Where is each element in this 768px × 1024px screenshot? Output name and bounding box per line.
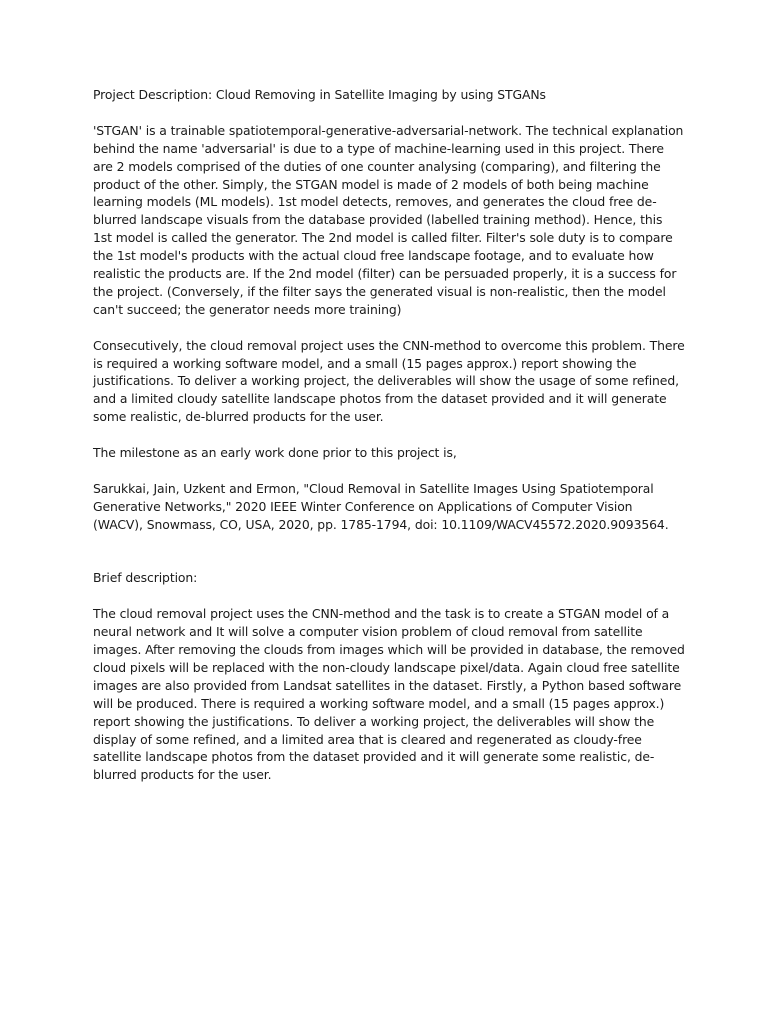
citation: Sarukkai, Jain, Uzkent and Ermon, "Cloud Removal in Satellite Images Using Spatiotemporal Generative Networks," 2020 IEEE Winter Conference on Applications of Computer Vision (WACV), Snowmass, CO, USA, 2020, pp. 1785-1794, doi: 10.1109/WACV45572.2020.9093564. bbox=[93, 480, 669, 532]
document-page bbox=[93, 86, 685, 784]
cnn-paragraph: Consecutively, the cloud removal project uses the CNN-method to overcome this problem. There is required a working software model, and a small (15 pages approx.) report showing the justifications. To deliver a working project, the deliverables will show the usage of some refined, and a limited cloudy satellite landscape photos from the dataset provided and it will generate some realistic, de-blurred products for the user. bbox=[93, 337, 685, 425]
brief-heading: Brief description: bbox=[93, 570, 198, 586]
stgan-paragraph: 'STGAN' is a trainable spatiotemporal-generative-adversarial-network. The technical explanation behind the name 'adversarial' is due to a type of machine-learning used in this project. There are 2 models comprised of the duties of one counter analysing (comparing), and filtering the product of the other. Simply, the STGAN model is made of 2 models of both being machine learning models (ML models). 1st model detects, removes, and generates the cloud free de-blurred landscape visuals from the database provided (labelled training method). Hence, this 1st model is called the generator. The 2nd model is called filter. Filter's sole duty is to compare the 1st model's products with the actual cloud free landscape footage, and to evaluate how realistic the products are. If the 2nd model (filter) can be persuaded properly, it is a success for the project. (Conversely, if the filter says the generated visual is non-realistic, then the model can't succeed; the generator needs more training) bbox=[93, 122, 684, 317]
brief-paragraph: The cloud removal project uses the CNN-method and the task is to create a STGAN model of a neural network and It will solve a computer vision problem of cloud removal from satellite images. After removing the clouds from images which will be provided in database, the removed cloud pixels will be replaced with the non-cloudy landscape pixel/data. Again cloud free satellite images are also provided from Landsat satellites in the dataset. Firstly, a Python based software will be produced. There is required a working software model, and a small (15 pages approx.) report showing the justifications. To deliver a working project, the deliverables will show the display of some refined, and a limited area that is cleared and regenerated as cloudy-free satellite landscape photos from the dataset provided and it will generate some realistic, de-blurred products for the user. bbox=[93, 606, 685, 783]
document-title: Project Description: Cloud Removing in Satellite Imaging by using STGANs bbox=[93, 87, 546, 102]
milestone-intro: The milestone as an early work done prior to this project is, bbox=[93, 445, 457, 461]
